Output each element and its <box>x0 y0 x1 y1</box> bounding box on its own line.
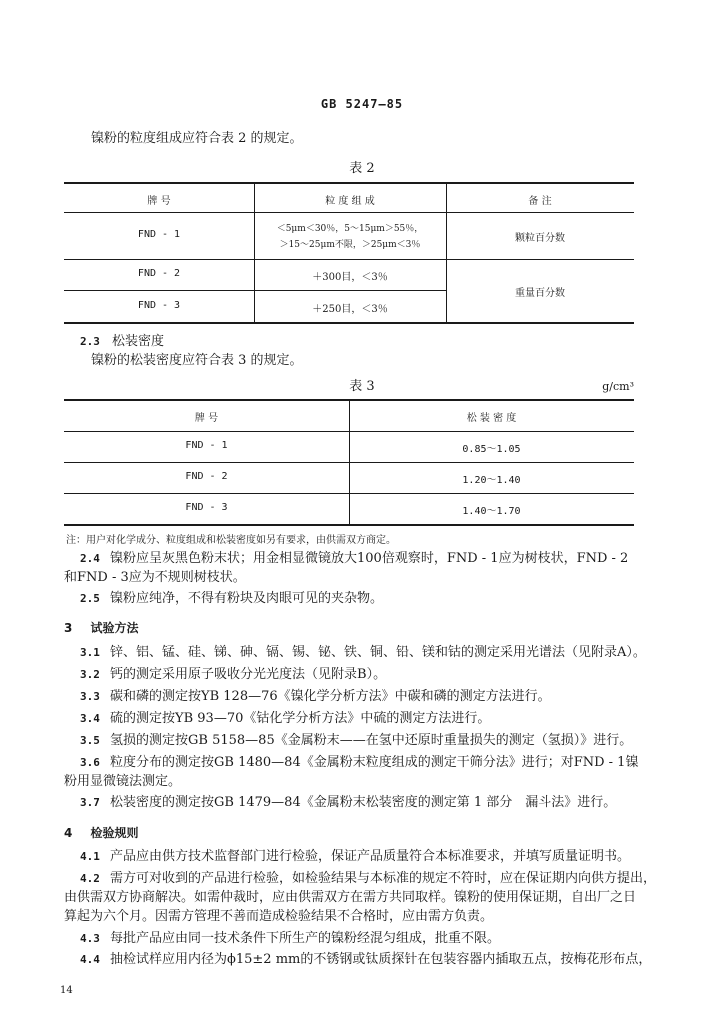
item-4-1 <box>80 848 630 866</box>
item-3-5 <box>80 732 632 750</box>
table2-header-note: 备 注 <box>528 196 552 207</box>
item-3-7 <box>80 794 616 812</box>
section-title: 检验规则 <box>90 826 139 840</box>
table3-unit: g/cm³ <box>602 380 634 393</box>
item-4-2-cont1: 由供需双方协商解决。如需仲裁时，应由供需双方在需方共同取样。镍粉的使用保证期，自出厂之日 <box>64 890 637 905</box>
section-title: 试验方法 <box>90 621 139 635</box>
table-note: 注：用户对化学成分、粒度组成和松装密度如另有要求，由供需双方商定。 <box>66 535 396 546</box>
paragraph-2-5 <box>80 590 383 608</box>
item-3-2 <box>80 666 386 684</box>
item-number: 3.4 <box>80 712 100 725</box>
item-text: 锌、铝、锰、硅、锑、砷、镉、锡、铋、铁、铜、铅、镁和钴的测定采用光谱法（见附录A）。 <box>110 645 646 660</box>
item-number: 3.1 <box>80 646 100 659</box>
item-3-6-cont: 粉用显微镜法测定。 <box>64 774 182 789</box>
table3-row3-density: 1.40～1.70 <box>462 506 521 517</box>
section-number: 2.4 <box>80 552 100 565</box>
item-text: 松装密度的测定按GB 1479—84《金属粉末松装密度的测定第 1 部分 漏斗法》进行。 <box>110 795 617 810</box>
table2-row2-3-note: 重量百分数 <box>515 288 565 299</box>
item-text: 每批产品应由同一技术条件下所生产的镍粉经混匀组成，批重不限。 <box>110 931 501 946</box>
item-number: 3.6 <box>80 756 100 769</box>
item-4-3 <box>80 930 500 948</box>
table3-header-density: 松 装 密 度 <box>466 413 517 424</box>
item-4-2 <box>80 870 656 888</box>
item-3-3 <box>80 688 551 706</box>
item-text: 钙的测定采用原子吸收分光光度法（见附录B）。 <box>110 667 387 682</box>
section-number: 3 <box>64 621 73 635</box>
table3-row1-density: 0.85～1.05 <box>462 444 521 455</box>
table3-row1-grade: FND - 1 <box>185 440 228 451</box>
paragraph-text: 镍粉应纯净，不得有粉块及肉眼可见的夹杂物。 <box>110 591 384 606</box>
paragraph-2-4-line2: 和FND - 3应为不规则树枝状。 <box>64 570 246 585</box>
table3-row2-grade: FND - 2 <box>185 471 228 482</box>
section-2-3-heading <box>80 333 164 351</box>
item-text: 需方可对收到的产品进行检验，如检验结果与本标准的规定不符时，应在保证期内向供方提出， <box>110 871 657 886</box>
table2-header-grade: 牌 号 <box>147 196 171 207</box>
item-3-1 <box>80 644 646 662</box>
section-number: 4 <box>64 826 73 840</box>
item-3-4 <box>80 710 490 728</box>
item-text: 氢损的测定按GB 5158—85《金属粉末——在氢中还原时重量损失的测定（氢损）》进行。 <box>110 733 633 748</box>
paragraph-table3-intro: 镍粉的松装密度应符合表 3 的规定。 <box>91 353 303 368</box>
item-number: 3.5 <box>80 734 100 747</box>
item-number: 3.7 <box>80 796 100 809</box>
section-number: 2.3 <box>80 335 100 348</box>
section-3-heading <box>64 619 139 638</box>
item-text: 粒度分布的测定按GB 1480—84《金属粉末粒度组成的测定干筛分法》进行；对FND - 1镍 <box>110 755 639 770</box>
item-text: 产品应由供方技术监督部门进行检验，保证产品质量符合本标准要求，并填写质量证明书。 <box>110 849 631 864</box>
table2-row1-note: 颗粒百分数 <box>515 233 565 244</box>
table3-title: 表 3 <box>349 379 375 394</box>
paragraph-2-4-line1 <box>80 550 628 568</box>
table2-row1-grade: FND - 1 <box>137 229 181 240</box>
page-number: 14 <box>60 985 73 996</box>
table2-row1-comp-line1: ＜5μm＜30％，5～15μm＞55％， <box>276 224 424 234</box>
item-3-6 <box>80 754 638 772</box>
item-number: 3.2 <box>80 668 100 681</box>
section-number: 2.5 <box>80 592 100 605</box>
table2-row1-comp-line2: ＞15～25μm不限，＞25μm＜3％ <box>279 240 421 250</box>
paragraph-table2-intro: 镍粉的粒度组成应符合表 2 的规定。 <box>91 131 303 146</box>
section-title: 松装密度 <box>112 334 165 349</box>
item-text: 抽检试样应用内径为ϕ15±2 mm的不锈钢或钛质探针在包装容器内插取五点，按梅花形布点， <box>110 952 652 967</box>
section-4-heading <box>64 824 139 843</box>
item-number: 3.3 <box>80 690 100 703</box>
item-4-2-cont2: 算起为六个月。因需方管理不善而造成检验结果不合格时，应由需方负责。 <box>64 909 494 924</box>
table2-row2-grade: FND - 2 <box>137 268 181 279</box>
table2-header-composition: 粒 度 组 成 <box>325 196 375 207</box>
item-number: 4.2 <box>80 872 100 885</box>
table2-row2-comp: ＋300目，＜3％ <box>312 272 388 283</box>
table3-row2-density: 1.20～1.40 <box>462 475 521 486</box>
item-text: 硫的测定按YB 93—70《钴化学分析方法》中硫的测定方法进行。 <box>110 711 491 726</box>
paragraph-text: 镍粉应呈灰黑色粉末状；用金相显微镜放大100倍观察时，FND - 1应为树枝状，FND - 2 <box>110 551 629 566</box>
table3-header-grade: 牌 号 <box>194 413 219 424</box>
table2-row3-comp: ＋250目，＜3％ <box>312 304 388 315</box>
item-text: 碳和磷的测定按YB 128—76《镍化学分析方法》中碳和磷的测定方法进行。 <box>110 689 551 704</box>
item-4-4 <box>80 951 651 969</box>
page-header: GB 5247—85 <box>320 97 404 111</box>
item-number: 4.3 <box>80 932 100 945</box>
item-number: 4.1 <box>80 850 100 863</box>
table2-row3-grade: FND - 3 <box>137 300 181 311</box>
item-number: 4.4 <box>80 953 100 966</box>
table3-row3-grade: FND - 3 <box>185 502 228 513</box>
table2-title: 表 2 <box>349 161 375 176</box>
